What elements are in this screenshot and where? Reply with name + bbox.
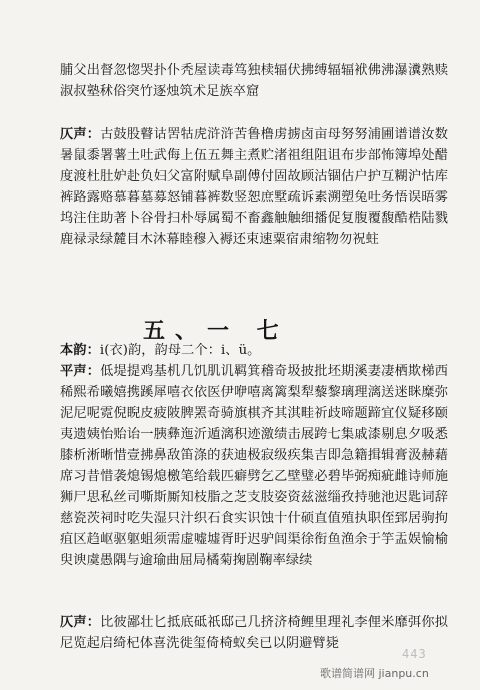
- watermark: 歌谱简谱网 jianpu.cn: [320, 667, 429, 680]
- section-heading: 五、一 七: [143, 318, 289, 344]
- tone-label: 平声：: [60, 364, 101, 379]
- paragraph-text: 比彼鄙壮匕抵底砥祇邸己几挤济椅鲤里理礼李俚米靡弭你拟尼览起启绮杞体喜洗徙玺倚椅蚁矣已以阴避臂毙: [60, 615, 448, 651]
- tone-label: 仄声：: [60, 127, 101, 142]
- paragraph-text: i(衣)韵，韵母二个：i、ü。: [99, 343, 261, 358]
- paragraph-benyun: [60, 340, 448, 361]
- tone-label: 仄声：: [60, 615, 101, 630]
- paragraph-pingsheng: [60, 361, 448, 571]
- paragraph-zesheng-1: [60, 124, 448, 250]
- paragraph-text: 脯父出督忽惚哭扑仆秃屋读毒笃独椟辐伏拂缚辐辐袱佛沸瀑瀵熟赎淑叔塾秫俗突竹逐烛筑术足族卒窟: [60, 63, 448, 99]
- paragraph-zesheng-2: [60, 612, 448, 654]
- page-number: 443: [402, 647, 427, 661]
- tone-label: 本韵：: [60, 343, 100, 358]
- paragraph-text: 古鼓股瞽诂罟牯虎浒浒苦鲁橹虏掳卤亩母努努浦圃谱谱汝数暑鼠黍署薯土吐武侮上伍五舞主煮贮渚祖组阻诅布步部怖簿埠处醋度渡杜肚妒赴负妇父富附赋阜副傅付固故顾沽锢估户护互糊沪怙库裤路露赂慕暮墓募怒铺暮裤数竖恕庶墅疏诉素溯塑兔吐务悟误晤雾坞注住助著卜谷骨扫朴辱属蜀不畜鑫触触细播促复腹覆馥酷梏陆戮鹿禄录绿麓目木沐幕睦穆入褥还束速粟宿肃缩物勿祝蛀: [60, 127, 448, 247]
- paragraph-text: 低堤提鸡基机几饥肌讥羁箕稽奇圾披批坯期溪妻凄栖欺梯西稀熙希曦嬉携蹊犀嘻衣依医伊咿嘻离篱梨犁藜黎璃理漓送迷眯糜弥泥尼呢霓倪睨皮疲陂脾罴奇骑旗棋齐其淇畦祈歧啼题蹄宜仪疑移颐夷遗姨怡贻诒一胰彝迤沂遁漓积迹激绩击展跨七集戚漆剔息夕吸悉膝析淅晰惜壹拂鼻敌笛涤的获迪极寂级疾集吉即急籍揖辑膏汲赫藉席习昔惜袭熄锡熄檄笔给载匹癖劈乞乙壁璧必碧毕弼痴疵雌诗师施狮尸思私丝司嘶斯厮知枝脂之芝支肢姿资兹滋缁孜持驰池迟匙词辞慈瓷茨祠时吃失湿只汁织石食实识蚀十什硕直值殖执职侄郅居驹拘疽区趋岖驱躯蛆须需虚嘘墟胥盱迟驴闾渠徐衔鱼渔余于竽盂娱愉榆臾谀虞愚隅与逾瑜曲屈局橘菊掬剧鞠率绿续: [60, 364, 448, 568]
- paragraph-continuation: [60, 60, 448, 102]
